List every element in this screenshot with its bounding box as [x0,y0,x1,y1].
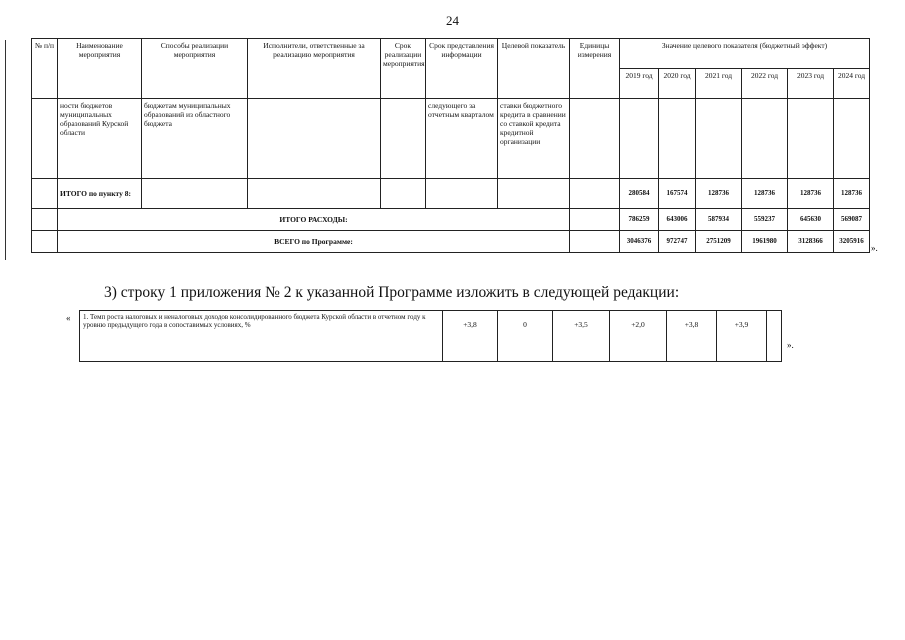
header-year: 2020 год [659,69,696,99]
table-row-total [32,231,870,253]
value-cell: 0 [498,311,553,362]
value-cell: 128736 [834,179,870,209]
value-cell: 3205916 [834,231,870,253]
itogo8-label: ИТОГО по пункту 8: [58,179,142,209]
header-executors: Исполнители, ответственные за реализацию мероприятия [248,39,381,99]
header-unit: Единицы измерения [570,39,620,99]
table-row-continuation [32,99,870,179]
table-row-itogo-expenses [32,209,870,231]
header-term: Срок реализации мероприятия [381,39,426,99]
appendix-row-table [79,310,782,362]
header-methods: Способы реализации мероприятия [142,39,248,99]
header-indicator: Целевой показатель [498,39,570,99]
header-num: № п/п [32,39,58,99]
cell-name: ности бюджетов муниципальных образований Курской области [58,99,142,179]
value-cell: +3,5 [553,311,610,362]
value-cell: +3,8 [667,311,717,362]
value-cell: +3,9 [717,311,767,362]
value-cell: 645630 [788,209,834,231]
value-cell: 972747 [659,231,696,253]
header-year: 2022 год [742,69,788,99]
itogo-expenses-label: ИТОГО РАСХОДЫ: [58,209,570,231]
value-cell [767,311,782,362]
header-year: 2024 год [834,69,870,99]
total-label: ВСЕГО по Программе: [58,231,570,253]
header-effect: Значение целевого показателя (бюджетный эффект) [620,39,870,69]
header-name: Наименование мероприятия [58,39,142,99]
value-cell: 1961980 [742,231,788,253]
value-cell: 3128366 [788,231,834,253]
value-cell: 167574 [659,179,696,209]
value-cell: 128736 [696,179,742,209]
header-year: 2019 год [620,69,659,99]
indicator-text: 1. Темп роста налоговых и неналоговых доходов консолидированного бюджета Курской области в отчетном году к уровню предыдущего года в сопоставимых условиях, % [80,311,443,362]
value-cell: 128736 [742,179,788,209]
value-cell: 569087 [834,209,870,231]
value-cell: 786259 [620,209,659,231]
closing-quote: ». [787,340,794,350]
value-cell: 643006 [659,209,696,231]
header-report-term: Срок представления информации [426,39,498,99]
closing-quote: ». [871,243,878,253]
header-year: 2023 год [788,69,834,99]
value-cell: 559237 [742,209,788,231]
left-margin-rule [5,40,6,260]
value-cell: +2,0 [610,311,667,362]
page-number: 24 [446,13,459,28]
value-cell: 3046376 [620,231,659,253]
value-cell: 587934 [696,209,742,231]
opening-quote: « [66,313,71,323]
value-cell: 280584 [620,179,659,209]
cell-indicator: ставки бюджетного кредита в сравнении со ставкой кредита кредитной организации [498,99,570,179]
table-row-itogo-8 [32,179,870,209]
value-cell: 2751209 [696,231,742,253]
value-cell: 128736 [788,179,834,209]
cell-report-term: следующего за отчетным кварталом [426,99,498,179]
header-year: 2021 год [696,69,742,99]
program-table [31,38,870,253]
cell-methods: бюджетам муниципальных образований из областного бюджета [142,99,248,179]
value-cell: +3,8 [443,311,498,362]
amendment-paragraph: 3) строку 1 приложения № 2 к указанной Программе изложить в следующей редакции: [104,284,680,301]
